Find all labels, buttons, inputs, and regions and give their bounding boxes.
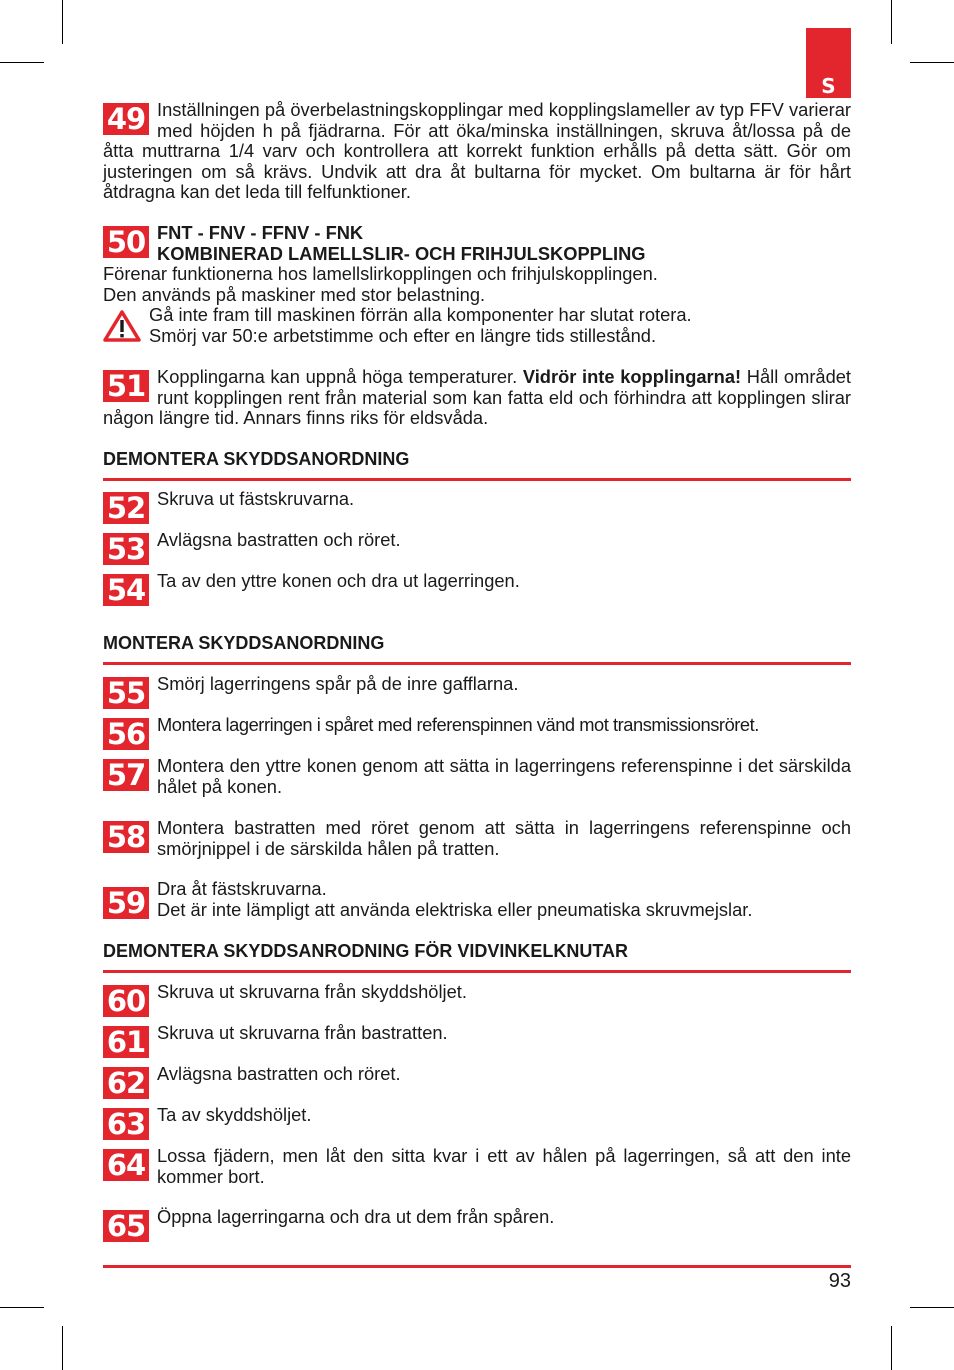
step-63: [103, 1105, 851, 1140]
step-text: Skruva ut skruvarna från skyddshöljet.: [157, 981, 467, 1002]
step-58: [103, 818, 851, 859]
step-number: 61: [103, 1026, 149, 1058]
step-text: Avlägsna bastratten och röret.: [157, 529, 401, 550]
step-subtitle: KOMBINERAD LAMELLSLIR- OCH FRIHJULSKOPPLING: [157, 242, 646, 264]
step-55: [103, 674, 851, 709]
step-text: Ta av skyddshöljet.: [157, 1104, 312, 1125]
step-number: 62: [103, 1067, 149, 1099]
warning-triangle-icon: [103, 309, 141, 343]
step-text: Montera bastratten med röret genom att sätta in lagerringens referenspinne och smörjnippel i de särskilda hålen på tratten.: [157, 817, 851, 859]
step-57: [103, 756, 851, 797]
step-text: Den används på maskiner med stor belastning.: [103, 283, 486, 305]
step-number: 51: [103, 370, 149, 402]
step-50: [103, 223, 851, 346]
step-56: [103, 715, 851, 750]
step-number: 49: [103, 103, 149, 135]
step-61: [103, 1023, 851, 1058]
step-number: 60: [103, 985, 149, 1017]
warning-text: Smörj var 50:e arbetstimme och efter en längre tids stillestånd.: [149, 324, 657, 346]
step-number: 64: [103, 1149, 149, 1181]
step-text: Skruva ut fästskruvarna.: [157, 488, 355, 509]
step-text: Kopplingarna kan uppnå höga temperaturer.: [157, 366, 523, 387]
step-text: Montera lagerringen i spåret med referenspinnen vänd mot transmissionsröret.: [157, 714, 759, 735]
warning-bold-text: Vidrör inte kopplingarna!: [522, 366, 742, 387]
step-text: Öppna lagerringarna och dra ut dem från spåren.: [157, 1206, 555, 1227]
footer-divider: [103, 1265, 851, 1268]
step-65: [103, 1207, 851, 1242]
step-number: 53: [103, 533, 149, 565]
crop-mark: [910, 62, 954, 63]
crop-mark: [0, 1307, 44, 1308]
step-number: 55: [103, 677, 149, 709]
step-number: 50: [103, 226, 149, 258]
step-title: FNT - FNV - FFNV - FNK: [157, 222, 364, 243]
section-heading: DEMONTERA SKYDDSANORDNING: [103, 449, 851, 481]
section-heading: MONTERA SKYDDSANORDNING: [103, 633, 851, 665]
step-number: 59: [103, 887, 149, 919]
step-52: [103, 489, 851, 524]
step-text: Håll området runt kopplingen rent från material som kan fatta eld och förhindra att kopplingen slirar någon längre tid. Annars finns riks för eldsvåda.: [103, 366, 851, 428]
crop-mark: [891, 1326, 892, 1370]
step-59: [103, 879, 851, 920]
section-heading: DEMONTERA SKYDDSANRODNING FÖR VIDVINKELKNUTAR: [103, 941, 851, 973]
step-text: Ta av den yttre konen och dra ut lagerringen.: [157, 570, 520, 591]
step-text: Förenar funktionerna hos lamellslirkopplingen och frihjulskopplingen.: [103, 263, 658, 284]
step-text: Montera den yttre konen genom att sätta in lagerringens referenspinne i det särskilda hålet på konen.: [157, 755, 851, 797]
step-number: 63: [103, 1108, 149, 1140]
step-text: Det är inte lämpligt att använda elektriska eller pneumatiska skruvmejslar.: [157, 898, 753, 920]
warning-note: [103, 305, 851, 346]
step-number: 54: [103, 574, 149, 606]
language-tab: S: [806, 28, 851, 98]
crop-mark: [62, 0, 63, 44]
step-number: 58: [103, 821, 149, 853]
step-53: [103, 530, 851, 565]
step-number: 52: [103, 492, 149, 524]
step-54: [103, 571, 851, 606]
step-51: [103, 367, 851, 429]
step-text: Dra åt fästskruvarna.: [157, 878, 327, 899]
crop-mark: [0, 62, 44, 63]
step-text: Lossa fjädern, men låt den sitta kvar i ett av hålen på lagerringen, så att den inte kommer bort.: [157, 1145, 851, 1187]
step-number: 65: [103, 1210, 149, 1242]
step-text: Skruva ut skruvarna från bastratten.: [157, 1022, 448, 1043]
step-number: 56: [103, 718, 149, 750]
crop-mark: [62, 1326, 63, 1370]
crop-mark: [910, 1307, 954, 1308]
step-62: [103, 1064, 851, 1099]
step-60: [103, 982, 851, 1017]
step-64: [103, 1146, 851, 1187]
step-49: [103, 100, 851, 203]
step-text: Smörj lagerringens spår på de inre gafflarna.: [157, 673, 519, 694]
crop-mark: [891, 0, 892, 44]
step-number: 57: [103, 759, 149, 791]
warning-text: Gå inte fram till maskinen förrän alla komponenter har slutat rotera.: [149, 304, 692, 325]
step-text: Inställningen på överbelastningskopplingar med kopplingslameller av typ FFV varierar med höjden h på fjädrarna. För att öka/minska inställningen, skruva åt/lossa på de åtta muttrarna 1/4 varv och kontrollera att korrekt funktion erhålls på detta sätt. Gör om justeringen om så krävs. Undvik att dra åt bultarna för mycket. Om bultarna är för hårt åtdragna kan det leda till felfunktioner.: [103, 99, 851, 202]
step-text: Avlägsna bastratten och röret.: [157, 1063, 401, 1084]
page-number: 93: [828, 1270, 851, 1292]
